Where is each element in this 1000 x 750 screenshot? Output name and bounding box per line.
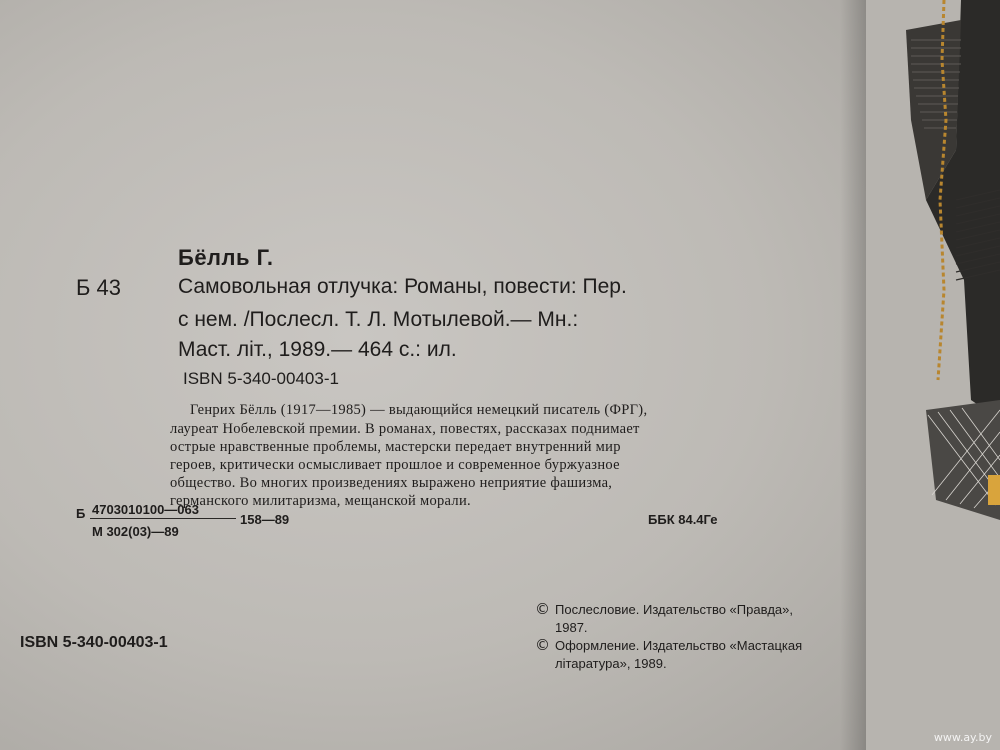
- fraction-bar: [90, 518, 236, 519]
- isbn-bottom: ISBN 5-340-00403-1: [20, 634, 168, 651]
- description-line-3: Маст. літ., 1989.— 464 с.: ил.: [178, 338, 457, 361]
- annotation-line-1: Генрих Бёлль (1917—1985) — выдающийся немецкий писатель (ФРГ),: [190, 402, 648, 418]
- author-name: Бёлль Г.: [178, 245, 274, 270]
- description-line-1: Самовольная отлучка: Романы, повести: Пер.: [178, 275, 627, 298]
- annotation-line-3: острые нравственные проблемы, мастерски передает внутренний мир: [170, 439, 621, 455]
- isbn-catalog: ISBN 5-340-00403-1: [183, 369, 339, 388]
- copyright-line-4: літаратура», 1989.: [555, 656, 667, 671]
- watermark: www.ay.by: [933, 731, 992, 744]
- copyright-icon-2: ©: [535, 636, 550, 654]
- annotation-line-4: героев, критически осмысливает прошлое и современное буржуазное: [170, 457, 620, 473]
- graphic-illustration: [866, 0, 1000, 750]
- bbk-code: ББК 84.4Ге: [648, 512, 718, 527]
- copyright-line-2: 1987.: [555, 620, 588, 635]
- copyright-icon: ©: [535, 600, 550, 618]
- facing-page-illustration: [866, 0, 1000, 750]
- copyright-line-3: Оформление. Издательство «Мастацкая: [555, 638, 803, 653]
- copyright-line-1: Послесловие. Издательство «Правда»,: [555, 602, 793, 617]
- description-line-2: с нем. /Послесл. Т. Л. Мотылевой.— Мн.:: [178, 308, 579, 331]
- biblio-numerator: 4703010100—063: [92, 502, 199, 517]
- biblio-suffix: 158—89: [240, 512, 290, 527]
- biblio-letter: Б: [76, 506, 86, 521]
- annotation-line-5: общество. Во многих произведениях выражено неприятие фашизма,: [170, 475, 613, 491]
- annotation-line-6: германского милитаризма, мещанской морали.: [170, 493, 471, 509]
- annotation-line-2: лауреат Нобелевской премии. В романах, повестях, рассказах поднимает: [170, 421, 640, 437]
- biblio-denominator: М 302(03)—89: [92, 524, 179, 539]
- catalog-code: Б 43: [76, 275, 122, 300]
